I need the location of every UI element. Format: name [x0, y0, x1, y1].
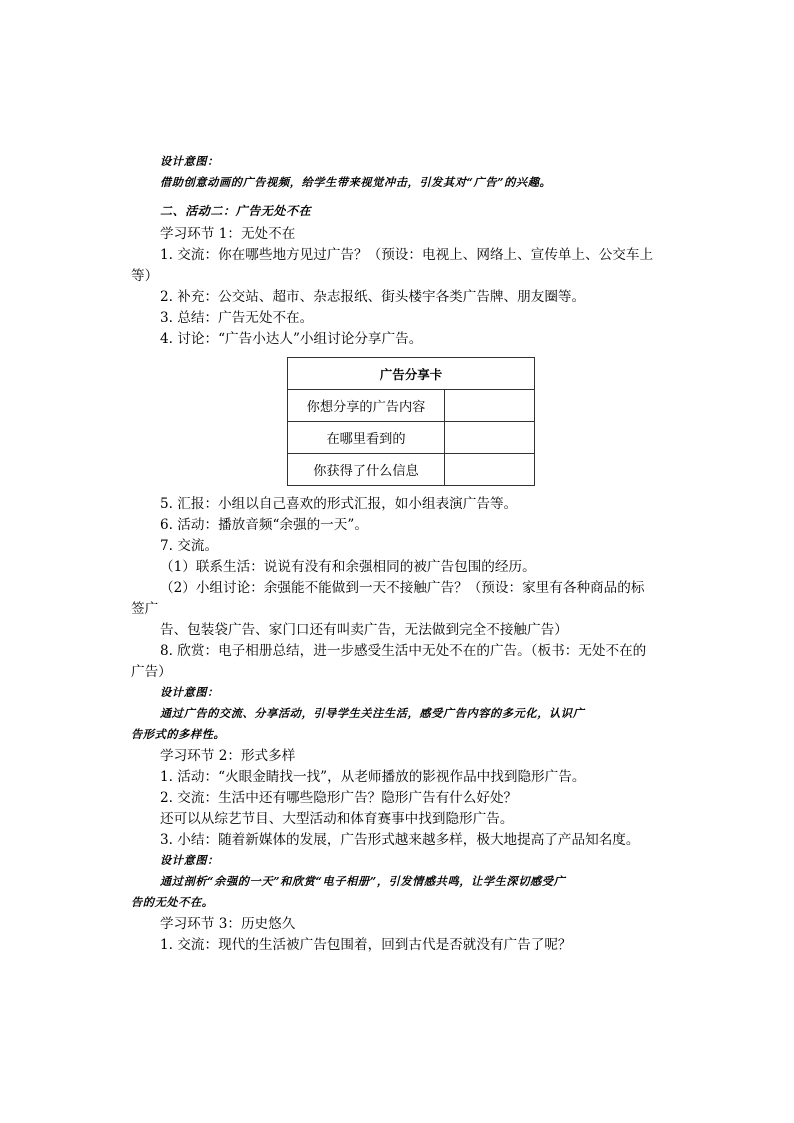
- link3-item-1: 1. 交流：现代的生活被广告包围着，回到古代是否就没有广告了呢？: [160, 937, 572, 953]
- link1-sub-2-cont-2: 告、包装袋广告、家门口还有叫卖广告，无法做到完全不接触广告）: [160, 622, 568, 638]
- link1-item-4: 4. 讨论：“广告小达人”小组讨论分享广告。: [160, 331, 423, 347]
- learning-link-1-title: 学习环节 1：无处不在: [160, 226, 296, 242]
- design-intent-label-1: 设计意图：: [160, 154, 219, 168]
- link2-item-1: 1. 活动：“火眼金睛找一找”，从老师播放的影视作品中找到隐形广告。: [160, 769, 586, 785]
- design-intent-label-2: 设计意图：: [160, 685, 219, 699]
- link1-item-3: 3. 总结：广告无处不在。: [160, 310, 314, 326]
- link2-item-2: 2. 交流：生活中还有哪些隐形广告？隐形广告有什么好处？: [160, 790, 518, 806]
- design-intent-text-1: 借助创意动画的广告视频，给学生带来视觉冲击，引发其对“广告”的兴趣。: [160, 175, 552, 189]
- ad-share-card-title: 广告分享卡: [288, 358, 535, 390]
- design-intent-text-2: 通过广告的交流、分享活动，引导学生关注生活，感受广告内容的多元化，认识广: [160, 706, 585, 720]
- design-intent-text-2-cont: 告形式的多样性。: [131, 727, 226, 741]
- design-intent-text-3: 通过剖析“余强的一天”和欣赏“电子相册”，引发情感共鸣，让学生深切感受广: [160, 874, 566, 888]
- card-row-where-label: 在哪里看到的: [288, 422, 445, 454]
- link1-item-5: 5. 汇报：小组以自己喜欢的形式汇报，如小组表演广告等。: [160, 496, 518, 512]
- link1-sub-1: （1）联系生活：说说有没有和余强相同的被广告包围的经历。: [160, 559, 536, 575]
- learning-link-3-title: 学习环节 3：历史悠久: [160, 916, 296, 932]
- card-row-content-label: 你想分享的广告内容: [288, 390, 445, 422]
- card-row-info-label: 你获得了什么信息: [288, 454, 445, 486]
- link1-item-7: 7. 交流。: [160, 538, 219, 554]
- card-row-content-cell: [445, 390, 535, 422]
- link1-sub-2: （2）小组讨论：余强能不能做到一天不接触广告？（预设：家里有各种商品的标: [160, 580, 645, 596]
- link1-item-6: 6. 活动：播放音频“余强的一天”。: [160, 517, 368, 533]
- link2-item-2-more: 还可以从综艺节目、大型活动和体育赛事中找到隐形广告。: [160, 811, 514, 827]
- link1-item-2: 2. 补充：公交站、超市、杂志报纸、街头楼宇各类广告牌、朋友圈等。: [160, 289, 586, 305]
- card-row-where-cell: [445, 422, 535, 454]
- link1-sub-2-cont: 签广: [131, 601, 159, 617]
- design-intent-text-3-cont: 告的无处不在。: [131, 895, 214, 909]
- link1-item-8: 8. 欣赏：电子相册总结，进一步感受生活中无处不在的广告。（板书：无处不在的: [160, 643, 647, 659]
- learning-link-2-title: 学习环节 2：形式多样: [160, 748, 296, 764]
- link1-item-1: 1. 交流：你在哪些地方见过广告？（预设：电视上、网络上、宣传单上、公交车上: [160, 247, 654, 263]
- link1-item-8-cont: 广告）: [131, 664, 172, 680]
- design-intent-label-3: 设计意图：: [160, 853, 219, 867]
- link2-item-3: 3. 小结：随着新媒体的发展，广告形式越来越多样，极大地提高了产品知名度。: [160, 832, 640, 848]
- ad-share-card-table: [287, 357, 535, 486]
- activity-two-heading: 二、活动二：广告无处不在: [160, 204, 312, 218]
- card-row-info-cell: [445, 454, 535, 486]
- link1-item-1-cont: 等）: [131, 268, 159, 284]
